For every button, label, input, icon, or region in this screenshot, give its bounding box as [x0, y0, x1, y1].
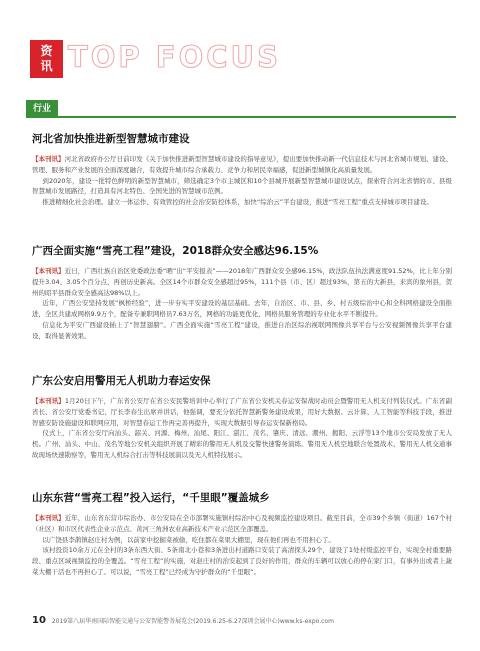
page-header	[0, 0, 480, 92]
article-paragraph: 信息化为平安广西建设插上了“智慧翅膀”。广西全面实施“雪亮工程”建设，推进自治区综治视联网图像共享平台与公安视频图像共享平台建设，取得显著效果。	[32, 320, 452, 340]
article-title: 广西全面实施“雪亮工程”建设，2018群众安全感达96.15%	[32, 245, 319, 257]
article-tag: 【本刊讯】	[32, 267, 65, 275]
article-tag: 【本刊讯】	[32, 514, 65, 522]
article-title: 广东公安启用警用无人机助力春运安保	[32, 375, 211, 387]
article-paragraph: 以广饶县李鹊镇赵庄村为例，以前家中挖掘菜被偷，吃住都在菜果大棚里，现在他们再也不用担心了。	[42, 535, 335, 544]
category-divider	[26, 116, 456, 118]
page-footer	[32, 615, 452, 626]
article-paragraph: 近年，广西公安坚持发展“枫桥经验”，进一步夯实平安建设的基层基础。去年，自治区、市、县、乡、村五级综治中心和全科网格建设全面推进，全区共建成网格9.9万个，配备专兼职网格员7.63万名，网格的功能更优化，网格员服务管理的专业化水平不断提升。	[32, 299, 452, 319]
article-paragraph: 推进精细化社会治理。建立一体运作、有效管控的社会治安防控体系，加快“综治云”平台建设，推进“雪亮工程”重点支持城市项目建设。	[42, 198, 433, 207]
article-title: 河北省加快推进新型智慧城市建设	[32, 133, 190, 145]
article-hebei	[32, 131, 452, 208]
category-label: 行业	[26, 100, 58, 118]
article-guangxi	[32, 243, 452, 342]
category-bar	[26, 100, 456, 118]
article-dongying	[32, 490, 452, 578]
decor-title: TOP FOCUS	[68, 40, 281, 74]
section-badge	[30, 40, 63, 78]
article-paragraph: 【本刊讯】1月20日下午，广东省公安厅在省公安民警培训中心举行了广东省公安机关春运安保战时动员会暨警用无人机支付列装仪式。广东省副省长、省公安厅党委书记、厅长李春生出席并讲话，他强调，要充分依托智慧新警务建设成果，用好大数据、云计算、人工智能等科技手段，推进智感安防设施建设和联网应用，对智慧春运工作再完善再提升，实现大数据引导春运安保新格局。	[32, 397, 452, 427]
article-tag: 【本刊讯】	[32, 397, 65, 405]
article-paragraph: 到2020年，建设一批特色鲜明的新型智慧城市，筛选确定3个市主城区和10个县城开展新型智慧城市建设试点，探索符合河北省情的市、县级智慧城市发展路径，打造具有河北特色、全国先进的智慧城市范例。	[32, 176, 452, 196]
article-paragraph: 该村投资10余万元在全村的3条东西大街、5条南北小巷和3条进出村道路口安装了高清探头29个，建设了1处村级监控平台，实现全村重要路段、重点区域视频监控的全覆盖。“雪亮工程”的实施，对赵庄村的治安起到了良好的作用，群众的车辆可以放心的停在家门口，有事外出或者上蔬菜大棚干活也不再担心了。可以说，“雪亮工程”已经成为守护群众的“千里眼”。	[32, 546, 452, 576]
article-guangdong	[32, 373, 452, 461]
badge-char-1: 资	[40, 44, 53, 58]
footer-text: 2019第八届华南国际智能交通与公安智能警务展览会(2019.6.25-6.27深圳会展中心)www.ks-expo.com	[51, 618, 334, 625]
article-paragraph: 【本刊讯】近日，广西壮族自治区党委政法委“晒”出“平安报表”——2018年广西群众安全感96.15%，政法队伍执法满意度91.52%，比上年分别提升3.04、3.05个百分点，再创历史新高。全区14个市群众安全感超过95%，111个县（市、区）超过93%，第五的大新县，来宾的象州县，贺州的昭平县群众安全感高达98%以上。	[32, 267, 452, 297]
page-number: 10	[32, 615, 46, 626]
article-paragraph: 仪式上，广东省公安厅向汕头、韶关、河源、梅州、汕尾、阳江、湛江、茂名、肇庆、清远、潮州、揭阳、云浮等13个地市公安局发放了无人机。广州、汕头、中山、茂名等地公安机关组织开展了精彩的警用无人机及交警快速警务演练。警用无人机空地联合处置战术、警用无人机交通事故现场快速勘察等，警用无人机综合打击等科技展演以及无人机特技展示。	[32, 429, 452, 459]
article-tag: 【本刊讯】	[32, 155, 65, 163]
badge-char-2: 讯	[40, 59, 53, 73]
article-paragraph: 【本刊讯】近年，山东省东营市综治办、市公安局在全市部署实施镇村综治中心及视频监控建设项目。截至目前，全市39个乡镇（街道）167个村（社区）和市区代表性企业示范点、黄河三角洲农业高新技术产业示范区全部覆盖。	[32, 514, 452, 533]
article-paragraph: 【本刊讯】河北省政府办公厅日前印发《关于加快推进新型智慧城市建设的指导意见》，提出要加快推动新一代信息技术与河北省城市规划、建设、管理、服务和产业发展的全面深度融合，有效提升城市综合承载力、竞争力和居民幸福感，促进新型城镇化高质量发展。	[32, 155, 453, 174]
article-title: 山东东营“雪亮工程”投入运行，“千里眼”覆盖城乡	[32, 492, 270, 504]
